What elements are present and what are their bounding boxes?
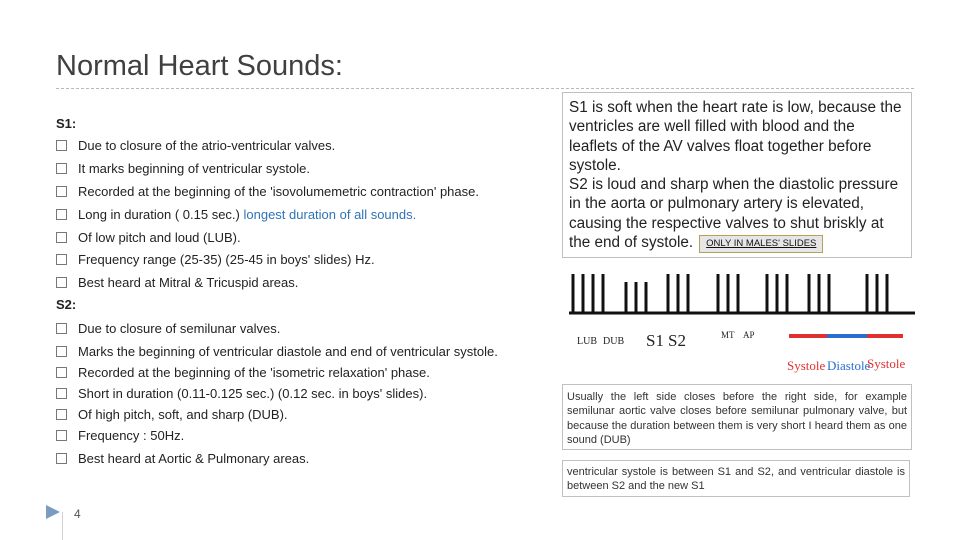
page-title: Normal Heart Sounds: xyxy=(56,50,343,82)
s1-item xyxy=(56,275,298,290)
systole-bar xyxy=(789,334,827,338)
mt-label: MT xyxy=(721,330,735,340)
s1-item xyxy=(56,161,310,176)
s2-item xyxy=(56,344,498,359)
s1-item xyxy=(56,252,375,267)
s1-item xyxy=(56,230,241,245)
s2-item xyxy=(56,451,309,466)
s1-item-text: It marks beginning of ventricular systole. xyxy=(78,161,310,176)
checkbox-bullet-icon xyxy=(56,409,67,420)
checkbox-bullet-icon xyxy=(56,232,67,243)
systole-label: Systole xyxy=(787,358,826,373)
s1-heading: S1: xyxy=(56,116,77,131)
checkbox-bullet-icon xyxy=(56,186,67,197)
diastole-bar xyxy=(827,334,867,338)
s2-item-text: Due to closure of semilunar valves. xyxy=(78,321,281,336)
s1-item xyxy=(56,207,416,222)
s2-item xyxy=(56,407,288,422)
ap-label: AP xyxy=(743,330,755,340)
s2-item-text: Frequency : 50Hz. xyxy=(78,428,185,443)
s1-item-text: Best heard at Mitral & Tricuspid areas. xyxy=(78,275,299,290)
checkbox-bullet-icon xyxy=(56,163,67,174)
s2-item xyxy=(56,428,184,443)
s1-item xyxy=(56,138,335,153)
s1-item-text: Due to closure of the atrio-ventricular valves. xyxy=(78,138,336,153)
phonocardiogram-trace xyxy=(569,274,915,313)
s2-item-text: Short in duration (0.11-0.125 sec.) (0.12 sec. in boys' slides). xyxy=(78,386,428,401)
page-number: 4 xyxy=(74,507,81,521)
s1-item-highlight: longest duration of all sounds. xyxy=(243,207,417,222)
s2-item-text: Best heard at Aortic & Pulmonary areas. xyxy=(78,451,310,466)
note-text: S1 is soft when the heart rate is low, because the ventricles are well filled with blood and the leaflets of the AV valves float together before systole. S2 is loud and sharp when the diastolic pressure in the aorta or pulmonary artery is elevated, causing the respective valves to shut briskly at the end of systole. xyxy=(569,99,902,252)
s2-heading: S2: xyxy=(56,297,77,312)
s2-item-text: Recorded at the beginning of the 'isometric relaxation' phase. xyxy=(78,365,430,380)
checkbox-bullet-icon xyxy=(56,277,67,288)
s2-label: S2 xyxy=(668,331,686,350)
s2-item xyxy=(56,365,430,380)
footer-divider xyxy=(62,512,63,540)
systole-bar xyxy=(867,334,903,338)
checkbox-bullet-icon xyxy=(56,254,67,265)
lub-label: LUB xyxy=(577,336,597,347)
diastole-label: Diastole xyxy=(827,358,871,373)
checkbox-bullet-icon xyxy=(56,453,67,464)
systole-label: Systole xyxy=(867,356,906,371)
side-note-box: Usually the left side closes before the right side, for example semilunar aortic valve closes before semilunar pulmonary valve, but because the duration between them is very short I heard them as one sound (DUB) xyxy=(562,384,912,450)
checkbox-bullet-icon xyxy=(56,323,67,334)
s2-item xyxy=(56,321,280,336)
checkbox-bullet-icon xyxy=(56,388,67,399)
checkbox-bullet-icon xyxy=(56,430,67,441)
slide-arrow-icon xyxy=(46,505,60,519)
s1-item xyxy=(56,184,479,199)
s1-item-text: Of low pitch and loud (LUB). xyxy=(78,230,241,245)
bottom-note-box: ventricular systole is between S1 and S2, and ventricular diastole is between S2 and the new S1 xyxy=(562,460,910,497)
s1-label: S1 xyxy=(646,331,664,350)
checkbox-bullet-icon xyxy=(56,367,67,378)
s1-item-text: Long in duration ( 0.15 sec.) xyxy=(78,207,244,222)
s2-item xyxy=(56,386,427,401)
males-slides-badge: ONLY IN MALES' SLIDES xyxy=(699,235,823,253)
note-box xyxy=(562,92,912,258)
s1-item-text: Frequency range (25-35) (25-45 in boys' slides) Hz. xyxy=(78,252,375,267)
checkbox-bullet-icon xyxy=(56,140,67,151)
s1-item-text: Recorded at the beginning of the 'isovolumemetric contraction' phase. xyxy=(78,184,479,199)
dub-label: DUB xyxy=(603,336,625,347)
checkbox-bullet-icon xyxy=(56,346,67,357)
heart-sound-diagram xyxy=(565,266,915,382)
s2-item-text: Marks the beginning of ventricular diastole and end of ventricular systole. xyxy=(78,344,498,359)
checkbox-bullet-icon xyxy=(56,209,67,220)
title-divider xyxy=(56,88,914,89)
s2-item-text: Of high pitch, soft, and sharp (DUB). xyxy=(78,407,288,422)
